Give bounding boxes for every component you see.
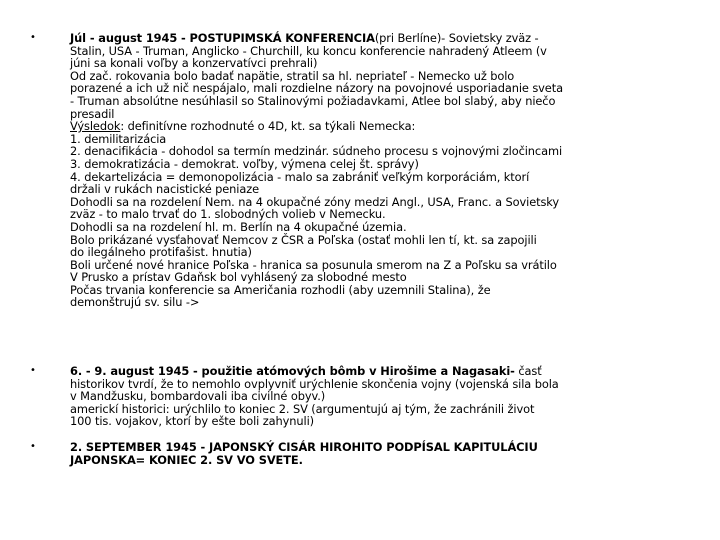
text-line [70, 296, 705, 309]
body-text: presadil [70, 106, 115, 121]
bold-heading-text: JAPONSKA= KONIEC 2. SV VO SVETE. [70, 452, 303, 467]
body-text: Dohodli sa na rozdelení Nem. na 4 okupačné zóny medzi Angl., USA, Franc. a Sovietsky [70, 194, 560, 209]
text-line [70, 415, 705, 428]
body-text: Stalin, USA - Truman, Anglicko - Churchill, ku koncu konferencie nahradený Atleem (v [70, 43, 547, 58]
body-text: americkí historici: urýchlilo to koniec 2. SV (argumentujú aj tým, že zachránili život [70, 401, 535, 416]
body-text: časť [514, 364, 542, 378]
body-text: historikov tvrdí, že to nemohlo ovplyvniť urýchlenie skončenia vojny (vojenská sila bola [70, 376, 559, 391]
body-text: zväz - to malo trvať do 1. slobodných volieb v Nemecku. [70, 207, 386, 222]
bullet-dot: • [30, 365, 36, 376]
text-line [70, 454, 705, 467]
body-text: 1. demilitarizácia [70, 131, 167, 146]
body-text: Boli určené nové hranice Poľska - hranica sa posunula smerom na Z a Poľsku sa vrátilo [70, 257, 557, 272]
body-text: 3. demokratizácia - demokrat. voľby, výmena celej št. správy) [70, 156, 419, 171]
bold-heading-text: 2. SEPTEMBER 1945 - JAPONSKÝ CISÁR HIROHITO PODPÍSAL KAPITULÁCIU [70, 440, 538, 454]
bold-heading-text: 6. - 9. august 1945 - použitie atómových bômb v Hirošime a Nagasaki- [70, 364, 515, 378]
body-text: 2. denacifikácia - dohodol sa termín medzinár. súdneho procesu s vojnovými zločincami [70, 144, 563, 159]
bullet-item-potsdam [30, 31, 705, 310]
body-text: 100 tis. vojakov, ktorí by ešte boli zahynuli) [70, 414, 314, 429]
body-text: Od zač. rokovania bolo badať napätie, stratil sa hl. nepriateľ - Nemecko už bolo [70, 68, 515, 83]
body-text: - Truman absolútne nesúhlasil so Stalinovými požiadavkami, Atlee bol slabý, aby niečo [70, 93, 556, 108]
bullet-item-japan-surrender [30, 440, 705, 467]
text-line [70, 95, 705, 108]
body-text: demonštrujú sv. silu -> [70, 295, 200, 310]
bullet-dot: • [30, 32, 36, 43]
body-text: Dohodli sa na rozdelení hl. m. Berlín na 4 okupačné územia. [70, 219, 407, 234]
body-text: do ilegálneho protifašist. hnutia) [70, 245, 252, 260]
body-text: porazené a ich už nič nespájalo, mali rozdielne názory na povojnové usporiadanie sveta [70, 81, 563, 96]
body-text: 4. dekartelizácia = demonopolizácia - malo sa zabrániť veľkým korporáciám, ktorí [70, 169, 530, 184]
body-text: júni sa konali voľby a konzervatívci prehrali) [70, 56, 318, 71]
underlined-label: Výsledok [70, 119, 121, 134]
body-text: Bolo prikázané vysťahovať Nemcov z ČSR a Poľska (ostať mohli len tí, kt. sa zapojili [70, 232, 537, 247]
bullet-item-atomic-bombs [30, 364, 705, 429]
body-text: v Mandžusku, bombardovali iba civilné obyv.) [70, 389, 326, 404]
body-text: (pri Berlíne)- Sovietsky zväz - [374, 31, 539, 45]
bullet-dot: • [30, 441, 36, 452]
body-text: držali v rukách nacistické peniaze [70, 182, 260, 197]
body-text: : definitívne rozhodnuté o 4D, kt. sa týkali Nemecka: [120, 119, 416, 134]
body-text: Počas trvania konferencie sa Američania rozhodli (aby uzemnili Stalina), že [70, 282, 491, 297]
bold-heading-text: Júl - august 1945 - POSTUPIMSKÁ KONFERENCIA [70, 31, 375, 45]
body-text: V Prusko a prístav Gdaňsk bol vyhlásený za slobodné mesto [70, 270, 407, 285]
